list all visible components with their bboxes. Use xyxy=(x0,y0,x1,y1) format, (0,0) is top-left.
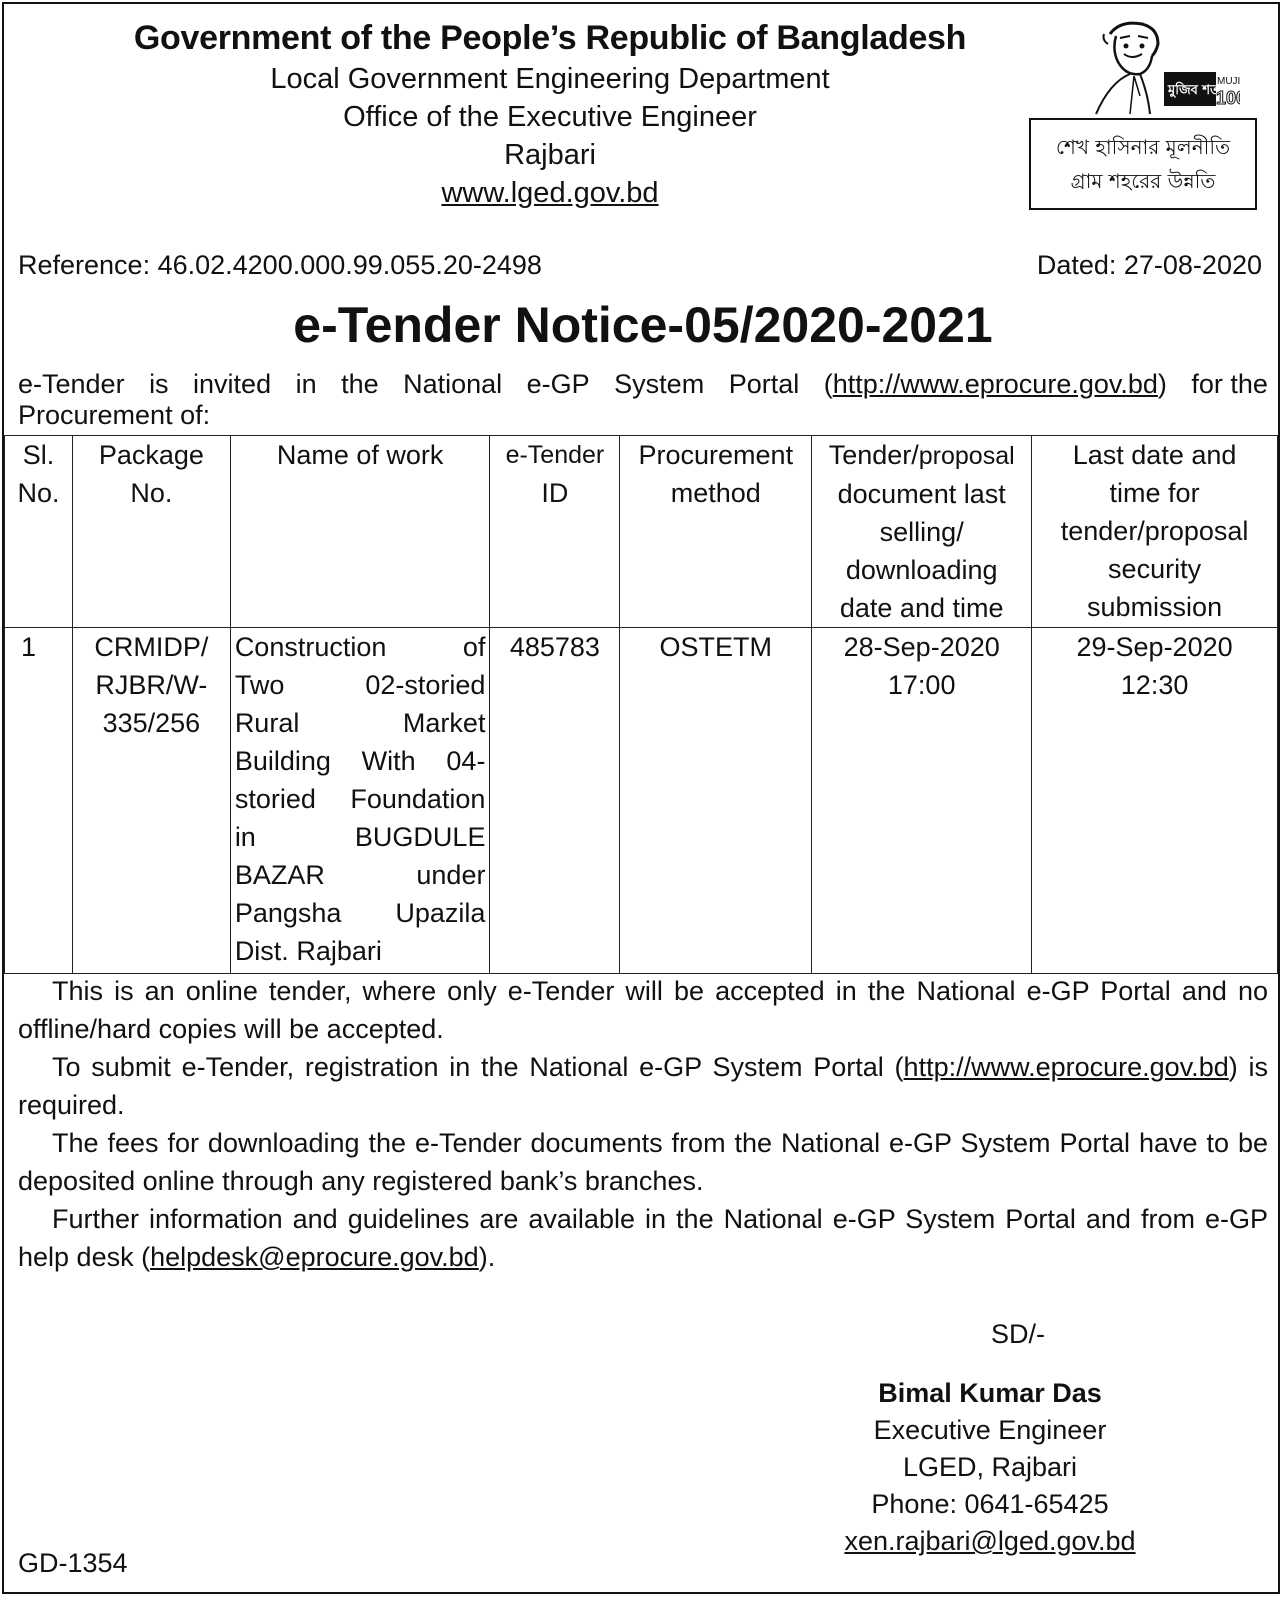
intro-line-1 xyxy=(18,369,1268,400)
table-row xyxy=(5,628,1278,974)
cell-procurement-method: OSTETM xyxy=(620,628,812,974)
helpdesk-paragraph: Further information and guidelines are available in the National e-GP System Portal and from e-GP help desk (helpdesk@eprocure.gov.bd). xyxy=(18,1204,1268,1272)
office-location: Rajbari xyxy=(504,139,596,171)
table-header-row xyxy=(5,436,1278,628)
signatory-name: Bimal Kumar Das xyxy=(878,1378,1102,1408)
registration-portal-link[interactable]: http://www.eprocure.gov.bd xyxy=(903,1052,1229,1082)
intro-word: System xyxy=(614,369,705,399)
intro-word: Portal xyxy=(728,369,800,399)
signatory-email-link[interactable]: xen.rajbari@lged.gov.bd xyxy=(844,1526,1136,1556)
office-name: Office of the Executive Engineer xyxy=(343,101,757,133)
website-link[interactable]: www.lged.gov.bd xyxy=(441,177,659,209)
tender-table xyxy=(4,435,1278,974)
mujib-100-logo xyxy=(1080,14,1240,118)
department-name: Local Government Engineering Department xyxy=(270,63,830,95)
cell-name-of-work: Construction of Two 02-storied Rural Market Building With 04- storied Foundation in BUGDULE BAZAR under Pangsha Upazila Dist. Rajbari xyxy=(230,628,490,974)
intro-word: in xyxy=(295,369,317,399)
intro-word: e-GP xyxy=(526,369,590,399)
cell-tender-id: 485783 xyxy=(490,628,620,974)
signatory-phone: Phone: 0641-65425 xyxy=(871,1489,1109,1519)
header-tender-id: e-Tender ID xyxy=(490,436,620,628)
gd-number: GD-1354 xyxy=(18,1548,128,1578)
helpdesk-email-link[interactable]: helpdesk@eprocure.gov.bd xyxy=(150,1242,479,1272)
cell-selling-date: 28-Sep-2020 17:00 xyxy=(812,628,1032,974)
cell-last-date: 29-Sep-2020 12:30 xyxy=(1032,628,1278,974)
logo-mujib-text: MUJI xyxy=(1217,76,1240,87)
signatory-office: LGED, Rajbari xyxy=(902,1452,1078,1482)
signature-sd: SD/- xyxy=(991,1319,1045,1349)
signature-block xyxy=(840,1316,1140,1560)
header-sl-no: Sl. No. xyxy=(5,436,73,628)
logo-100-text: 10 xyxy=(1216,88,1237,108)
slogan-line-2: গ্রাম শহরের উন্নতি xyxy=(1070,169,1216,193)
header-selling-date: Tender/proposal document last selling/ downloading date and time xyxy=(812,436,1032,628)
intro-word: the xyxy=(341,369,379,399)
terms-section xyxy=(18,972,1268,1276)
government-title: Government of the People’s Republic of Bangladesh xyxy=(133,19,967,57)
intro-line-2: Procurement of: xyxy=(18,400,211,430)
intro-line-end: for the xyxy=(1191,369,1268,399)
slogan-box xyxy=(1029,118,1257,210)
intro-word: e-Tender xyxy=(18,369,125,399)
intro-portal-link-wrap: (http://www.eprocure.gov.bd) xyxy=(823,369,1167,399)
header-last-date: Last date and time for tender/proposal security submission xyxy=(1032,436,1278,628)
header-name-of-work: Name of work xyxy=(230,436,490,628)
cell-sl-no: 1 xyxy=(5,628,73,974)
slogan-line-1: শেখ হাসিনার মূলনীতি xyxy=(1055,135,1231,159)
intro-paragraph xyxy=(18,369,1268,431)
header-procurement-method: Procurement method xyxy=(620,436,812,628)
portal-link[interactable]: http://www.eprocure.gov.bd xyxy=(832,369,1158,399)
logo-bengali-text: মুজিব শতবর্ষ xyxy=(1168,83,1235,98)
letterhead xyxy=(0,16,1100,212)
signatory-designation: Executive Engineer xyxy=(873,1415,1107,1445)
reference-number: Reference: 46.02.4200.000.99.055.20-2498 xyxy=(18,250,542,280)
notice-date: Dated: 27-08-2020 xyxy=(1036,250,1262,280)
registration-paragraph: To submit e-Tender, registration in the National e-GP System Portal (http://www.eprocure.gov.bd) is required. xyxy=(18,1052,1268,1120)
cell-package-no: CRMIDP/ RJBR/W- 335/256 xyxy=(72,628,230,974)
signatory-email-wrap xyxy=(840,1523,1140,1560)
notice-title: e-Tender Notice-05/2020-2021 xyxy=(293,297,993,353)
intro-word: invited xyxy=(193,369,272,399)
online-tender-paragraph: This is an online tender, where only e-Tender will be accepted in the National e-GP Portal and no offline/hard copies will be accepted. xyxy=(18,976,1268,1044)
header-package-no: Package No. xyxy=(72,436,230,628)
intro-word: is xyxy=(149,369,169,399)
fees-paragraph: The fees for downloading the e-Tender documents from the National e-GP System Portal have to be deposited online through any registered bank’s branches. xyxy=(18,1128,1268,1196)
intro-word: National xyxy=(403,369,503,399)
